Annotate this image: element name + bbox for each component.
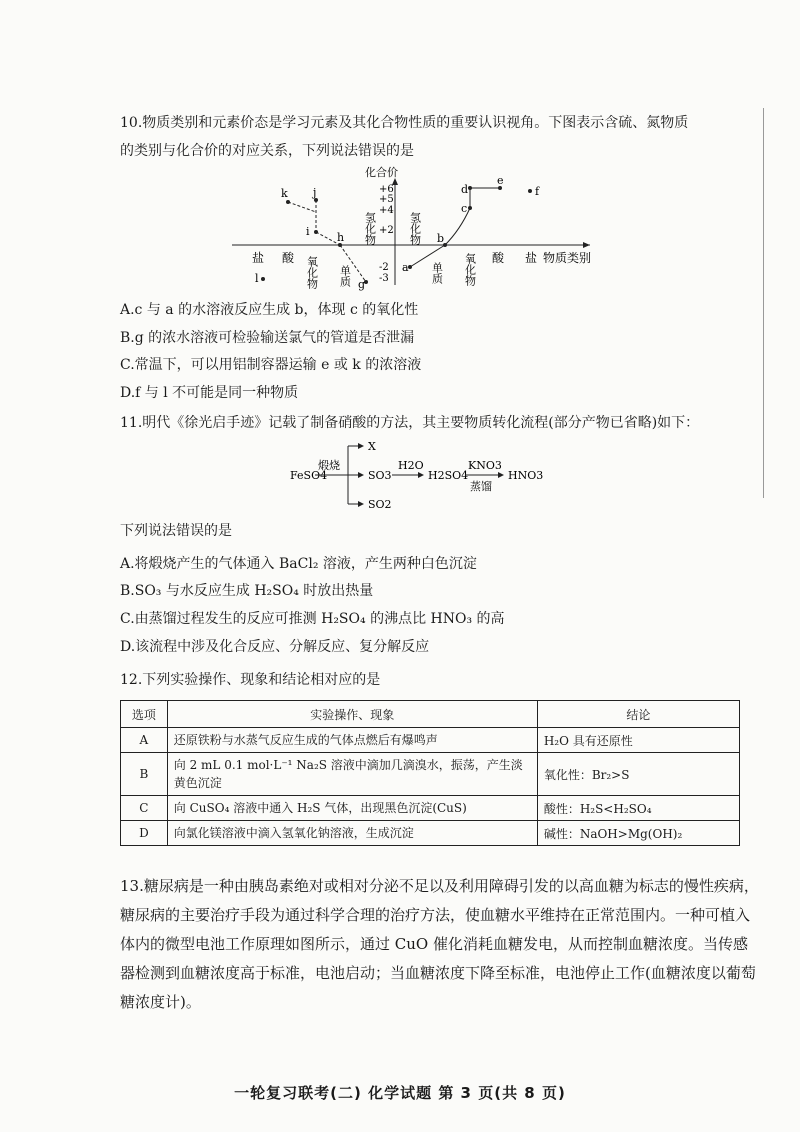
right-cat-single: 单质 [430,262,444,284]
left-cat-salt: 盐 [252,251,265,265]
point-k [286,200,290,204]
row-c-operation: 向 CuSO₄ 溶液中通入 H₂S 气体，出现黑色沉淀(CuS) [167,796,537,821]
flow-step2: H2O [398,459,424,472]
q10-stem-line2: 的类别与化合价的对应关系，下列说法错误的是 [120,143,414,159]
q10-option-b: B.g 的浓水溶液可检验输送氯气的管道是否泄漏 [120,330,415,346]
table-row [121,796,740,821]
point-c [468,206,472,210]
x-axis-arrow [583,242,590,248]
label-d: d [461,183,469,196]
row-c-option: C [121,796,168,821]
flow-step3-bottom: 蒸馏 [470,480,492,493]
page-footer: 一轮复习联考(二) 化学试题 第 3 页(共 8 页) [234,1084,566,1102]
flow-hno3: HNO3 [508,469,544,482]
label-e: e [497,174,504,187]
tick-plus5: +5 [379,194,394,205]
q12-table [120,700,740,846]
row-a-conclusion: H₂O 具有还原性 [537,728,739,753]
header-operation: 实验操作、现象 [167,701,537,728]
row-b-conclusion: 氧化性：Br₂>S [537,753,739,796]
label-f: f [535,185,540,198]
row-d-conclusion: 碱性：NaOH>Mg(OH)₂ [537,821,739,846]
q11-option-b: B.SO₃ 与水反应生成 H₂SO₄ 时放出热量 [120,583,374,599]
row-b-option: B [121,753,168,796]
q11-prompt: 下列说法错误的是 [120,523,232,539]
left-cat-single: 单质 [338,265,352,287]
tick-plus4: +4 [379,205,394,216]
point-a [408,265,412,269]
right-cat-oxide: 氧化物 [463,253,477,286]
q11-option-a: A.将煅烧产生的气体通入 BaCl₂ 溶液，产生两种白色沉淀 [120,556,477,572]
table-row [121,821,740,846]
label-g: g [358,278,366,291]
valence-chart [0,160,800,300]
row-c-conclusion: 酸性：H₂S<H₂SO₄ [537,796,739,821]
q10-stem-line1: 10.物质类别和元素价态是学习元素及其化合物性质的重要认识视角。下图表示含硫、氮物质 [120,115,689,131]
flow-step3-top: KNO3 [468,459,502,472]
header-conclusion: 结论 [537,701,739,728]
flow-feso4: FeSO4 [290,469,328,482]
left-cat-oxide: 氧化物 [305,256,319,289]
x-axis-title: 物质类别 [543,251,592,265]
label-a: a [402,261,409,274]
label-j: j [313,186,317,199]
header-option: 选项 [121,701,168,728]
point-f [528,189,532,193]
flow-x: X [368,440,376,453]
right-cat-acid: 酸 [492,251,505,265]
flow-so2: SO2 [368,498,392,511]
tick-minus3: -3 [379,273,389,284]
row-a-operation: 还原铁粉与水蒸气反应生成的气体点燃后有爆鸣声 [167,728,537,753]
q11-option-d: D.该流程中涉及化合反应、分解反应、复分解反应 [120,639,430,655]
flow-so3: SO3 [368,469,392,482]
left-cat-acid: 酸 [282,251,295,265]
row-d-option: D [121,821,168,846]
label-b: b [437,232,445,245]
q10-option-c: C.常温下，可以用铝制容器运输 e 或 k 的浓溶液 [120,357,422,373]
hydride-left: 氢化物 [363,212,377,245]
q11-stem: 11.明代《徐光启手迹》记载了制备硝酸的方法，其主要物质转化流程(部分产物已省略)如下： [120,415,700,431]
q10-option-a: A.c 与 a 的水溶液反应生成 b，体现 c 的氧化性 [120,302,419,318]
table-row [121,728,740,753]
label-k: k [281,187,288,200]
q12-stem: 12.下列实验操作、现象和结论相对应的是 [120,672,381,688]
point-l [261,277,265,281]
q13-stem: 13.糖尿病是一种由胰岛素绝对或相对分泌不足以及利用障碍引发的以高血糖为标志的慢性疾病，糖尿病的主要治疗手段为通过科学合理的治疗方法，使血糖水平维持在正常范围内。一种可植入体内的微型电池工作原理如图所示，通过 CuO 催化消耗血糖发电，从而控制血糖浓度。当传感器检测到血糖浓度高于标准，电池启动；当血糖浓度下降至标准，电池停止工作(血糖浓度以葡萄糖浓度计)。 [120,877,759,1011]
tick-minus2: -2 [379,262,389,273]
nitric-acid-flow [0,436,800,516]
y-axis-title: 化合价 [365,166,398,179]
label-i: i [306,225,310,238]
row-a-option: A [121,728,168,753]
flow-h2so4: H2SO4 [428,469,469,482]
tick-plus2: +2 [379,225,394,236]
tick-plus6: +6 [379,184,394,195]
label-h: h [337,231,345,244]
table-header-row [121,701,740,728]
point-d [468,186,472,190]
q11-option-c: C.由蒸馏过程发生的反应可推测 H₂SO₄ 的沸点比 HNO₃ 的高 [120,611,505,627]
right-cat-salt: 盐 [525,251,538,265]
label-l: l [255,272,259,285]
row-d-operation: 向氯化镁溶液中滴入氢氧化钠溶液，生成沉淀 [167,821,537,846]
row-b-operation: 向 2 mL 0.1 mol·L⁻¹ Na₂S 溶液中滴加几滴溴水，振荡，产生淡黄色沉淀 [167,753,537,796]
hydride-right: 氢化物 [408,212,422,245]
point-i [314,230,318,234]
label-c: c [461,202,468,215]
flow-step1: 煅烧 [318,459,340,472]
q10-option-d: D.f 与 l 不可能是同一种物质 [120,385,299,401]
table-row [121,753,740,796]
